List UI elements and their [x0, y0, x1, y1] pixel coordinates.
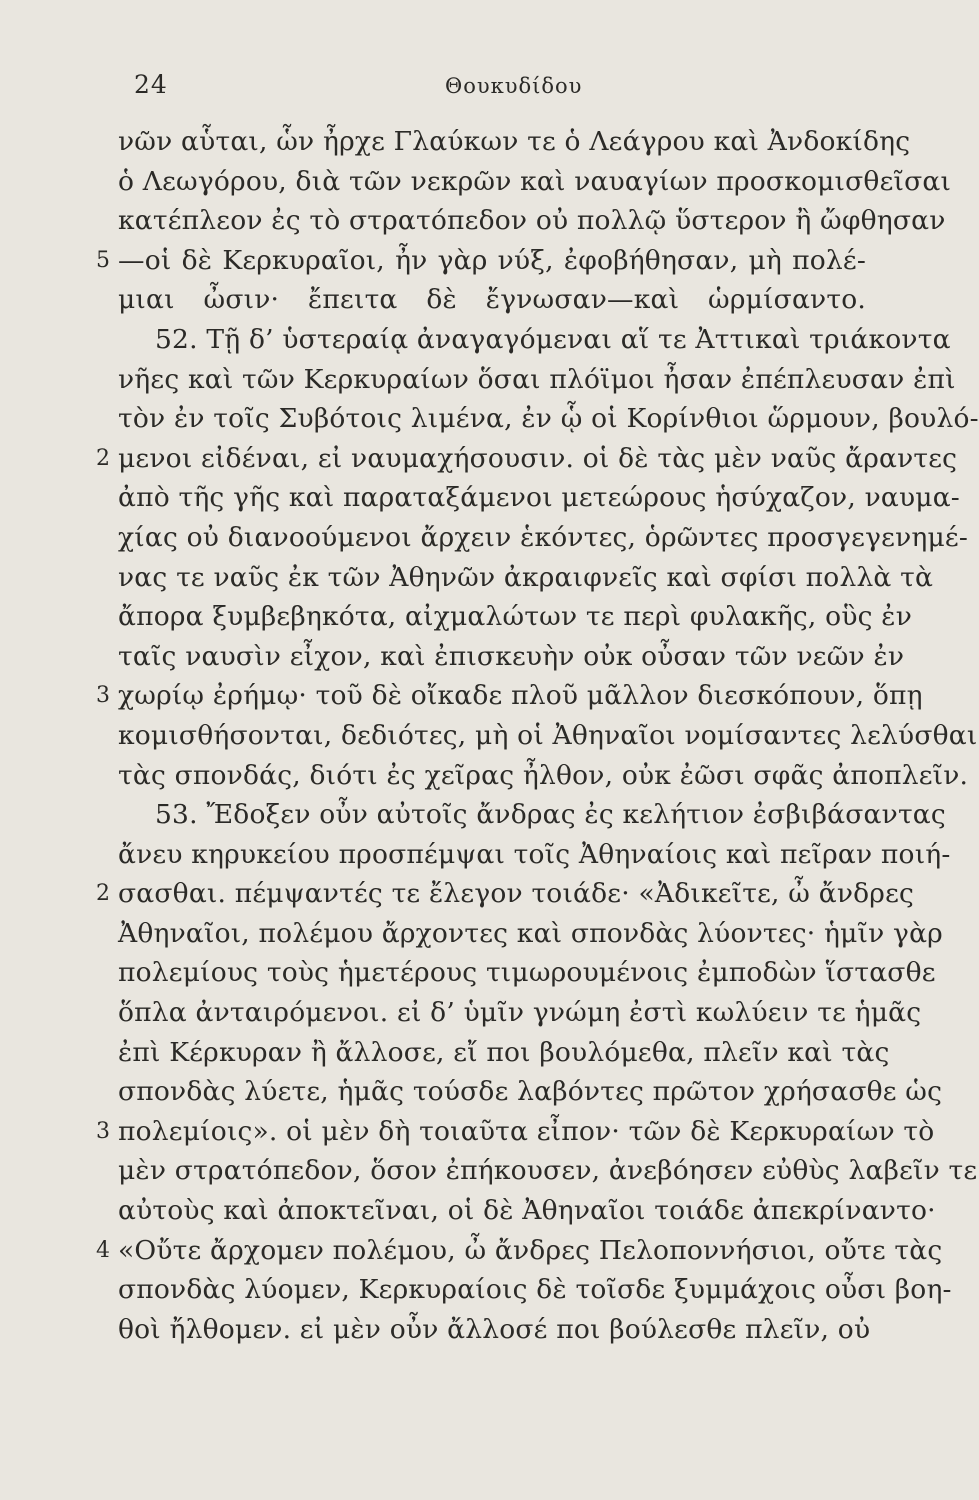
- text-line: [0, 558, 934, 598]
- line-text: νας τε ναῦς ἐκ τῶν Ἀθηνῶν ἀκραιφνεῖς καὶ σφίσι πολλὰ τὰ: [118, 561, 934, 593]
- text-line: [0, 756, 969, 796]
- text-line: [0, 1033, 923, 1073]
- running-title: Θουκυδίδου: [445, 74, 583, 98]
- line-text: ἐπὶ Κέρκυραν ἢ ἄλλοσε, εἴ ποι βουλόμεθα, πλεῖν καὶ τὰς: [118, 1036, 890, 1068]
- line-text: νῶν αὗται, ὧν ἦρχε Γλαύκων τε ὁ Λεάγρου καὶ Ἀνδοκίδης: [118, 126, 911, 157]
- margin-number: 4: [96, 1237, 110, 1263]
- line-text: σπονδὰς λύομεν, Κερκυραίοις δὲ τοῖσδε ξυμμάχοις οὖσι βοη-: [118, 1274, 952, 1306]
- margin-number: 5: [96, 247, 110, 273]
- line-text: τὸν ἐν τοῖς Συβότοις λιμένα, ἐν ᾧ οἱ Κορίνθιοι ὥρμουν, βουλό-: [118, 403, 979, 435]
- text-line: [0, 716, 978, 756]
- text-line: [0, 874, 923, 914]
- line-text: 53. Ἔδοξεν οὖν αὐτοῖς ἄνδρας ἐς κελήτιον ἐσβιβάσαντας: [155, 799, 946, 831]
- line-text: νῆες καὶ τῶν Κερκυραίων ὅσαι πλόϊμοι ἦσαν ἐπέπλευσαν ἐπὶ: [118, 363, 956, 395]
- line-text: ἀπὸ τῆς γῆς καὶ παραταξάμενοι μετεώρους ἡσύχαζον, ναυμα-: [118, 482, 960, 514]
- line-text: πολεμίους τοὺς ἡμετέρους τιμωρουμένοις ἐμποδὼν ἵστασθε: [118, 957, 936, 989]
- text-line: [0, 676, 923, 716]
- text-line: [0, 1151, 978, 1191]
- text-line: [0, 201, 946, 241]
- margin-number: 2: [96, 881, 110, 907]
- page-number: 24: [134, 70, 168, 99]
- line-text: «Οὔτε ἄρχομεν πολέμου, ὦ ἄνδρες Πελοποννήσιοι, οὔτε τὰς: [118, 1234, 943, 1266]
- text-line: [0, 914, 943, 954]
- line-text: ἄπορα ξυμβεβηκότα, αἰχμαλώτων τε περὶ φυλακῆς, οὓς ἐν: [118, 601, 913, 633]
- text-line: [0, 1231, 943, 1271]
- text-line: [0, 1270, 952, 1310]
- line-text: ὅπλα ἀνταιρόμενοι. εἰ δ’ ὑμῖν γνώμη ἐστὶ κωλύειν τε ἡμᾶς: [118, 997, 922, 1029]
- text-line: [0, 835, 951, 875]
- line-text: χίας οὐ διανοούμενοι ἄρχειν ἑκόντες, ὁρῶντες προσγεγενημέ-: [118, 521, 968, 553]
- line-text: 52. Τῇ δ’ ὑστεραίᾳ ἀναγαγόμεναι αἵ τε Ἀττικαὶ τριάκοντα: [155, 323, 951, 355]
- text-line: [0, 1072, 943, 1112]
- line-text: σπονδὰς λύετε, ἡμᾶς τούσδε λαβόντες πρῶτον χρήσασθε ὡς: [118, 1076, 943, 1108]
- page-header: [0, 62, 923, 102]
- text-line: [0, 637, 923, 677]
- line-text: κομισθήσονται, δεδιότες, μὴ οἱ Ἀθηναῖοι νομίσαντες λελύσθαι: [118, 719, 978, 751]
- line-text: πολεμίοις». οἱ μὲν δὴ τοιαῦτα εἶπον· τῶν δὲ Κερκυραίων τὸ: [118, 1115, 935, 1147]
- margin-number: 2: [96, 445, 110, 471]
- text-line: [0, 241, 923, 281]
- line-text: θοὶ ἤλθομεν. εἰ μὲν οὖν ἄλλοσέ ποι βούλεσθε πλεῖν, οὐ: [118, 1313, 871, 1345]
- text-line: [0, 597, 923, 637]
- text-line: [0, 280, 923, 320]
- line-text: Ἀθηναῖοι, πολέμου ἄρχοντες καὶ σπονδὰς λύοντες· ἡμῖν γὰρ: [118, 917, 943, 949]
- line-text: μιαι ὦσιν· ἔπειτα δὲ ἔγνωσαν—καὶ ὡρμίσαντο.: [118, 284, 866, 316]
- line-text: μενοι εἰδέναι, εἰ ναυμαχήσουσιν. οἱ δὲ τὰς μὲν ναῦς ἄραντες: [118, 442, 958, 474]
- line-text: τὰς σπονδάς, διότι ἐς χεῖρας ἦλθον, οὐκ ἐῶσι σφᾶς ἀποπλεῖν.: [118, 759, 969, 791]
- line-text: ταῖς ναυσὶν εἶχον, καὶ ἐπισκευὴν οὐκ οὖσαν τῶν νεῶν ἐν: [118, 640, 905, 672]
- text-line: [0, 1112, 935, 1152]
- line-text: μὲν στρατόπεδον, ὅσον ἐπήκουσεν, ἀνεβόησεν εὐθὺς λαβεῖν τε: [118, 1155, 978, 1187]
- line-text: σασθαι. πέμψαντές τε ἔλεγον τοιάδε· «Ἀδικεῖτε, ὦ ἄνδρες: [118, 878, 915, 910]
- line-text: —οἱ δὲ Κερκυραῖοι, ἦν γὰρ νύξ, ἐφοβήθησαν, μὴ πολέ-: [118, 244, 866, 276]
- line-text: ἄνευ κηρυκείου προσπέμψαι τοῖς Ἀθηναίοις καὶ πεῖραν ποιή-: [118, 838, 951, 870]
- text-line: [0, 439, 958, 479]
- text-line: [0, 993, 923, 1033]
- text-line: [0, 360, 956, 400]
- text-line: [0, 1310, 923, 1350]
- text-line: [0, 478, 960, 518]
- text-line: [0, 399, 979, 439]
- text-line: [0, 320, 951, 360]
- line-text: χωρίῳ ἐρήμῳ· τοῦ δὲ οἴκαδε πλοῦ μᾶλλον διεσκόπουν, ὅπῃ: [118, 680, 923, 712]
- text-line: [0, 953, 936, 993]
- text-line: [0, 122, 923, 162]
- margin-number: 3: [96, 1118, 110, 1144]
- line-text: κατέπλεον ἐς τὸ στρατόπεδον οὐ πολλῷ ὕστερον ἢ ὤφθησαν: [118, 205, 946, 237]
- line-text: αὐτοὺς καὶ ἀποκτεῖναι, οἱ δὲ Ἀθηναῖοι τοιάδε ἀπεκρίναντο·: [118, 1195, 936, 1227]
- text-line: [0, 518, 968, 558]
- margin-number: 3: [96, 683, 110, 709]
- text-line: [0, 795, 946, 835]
- body-text: [0, 122, 979, 1349]
- text-line: [0, 1191, 936, 1231]
- line-text: ὁ Λεωγόρου, διὰ τῶν νεκρῶν καὶ ναυαγίων προσκομισθεῖσαι: [118, 165, 952, 197]
- text-line: [0, 162, 952, 202]
